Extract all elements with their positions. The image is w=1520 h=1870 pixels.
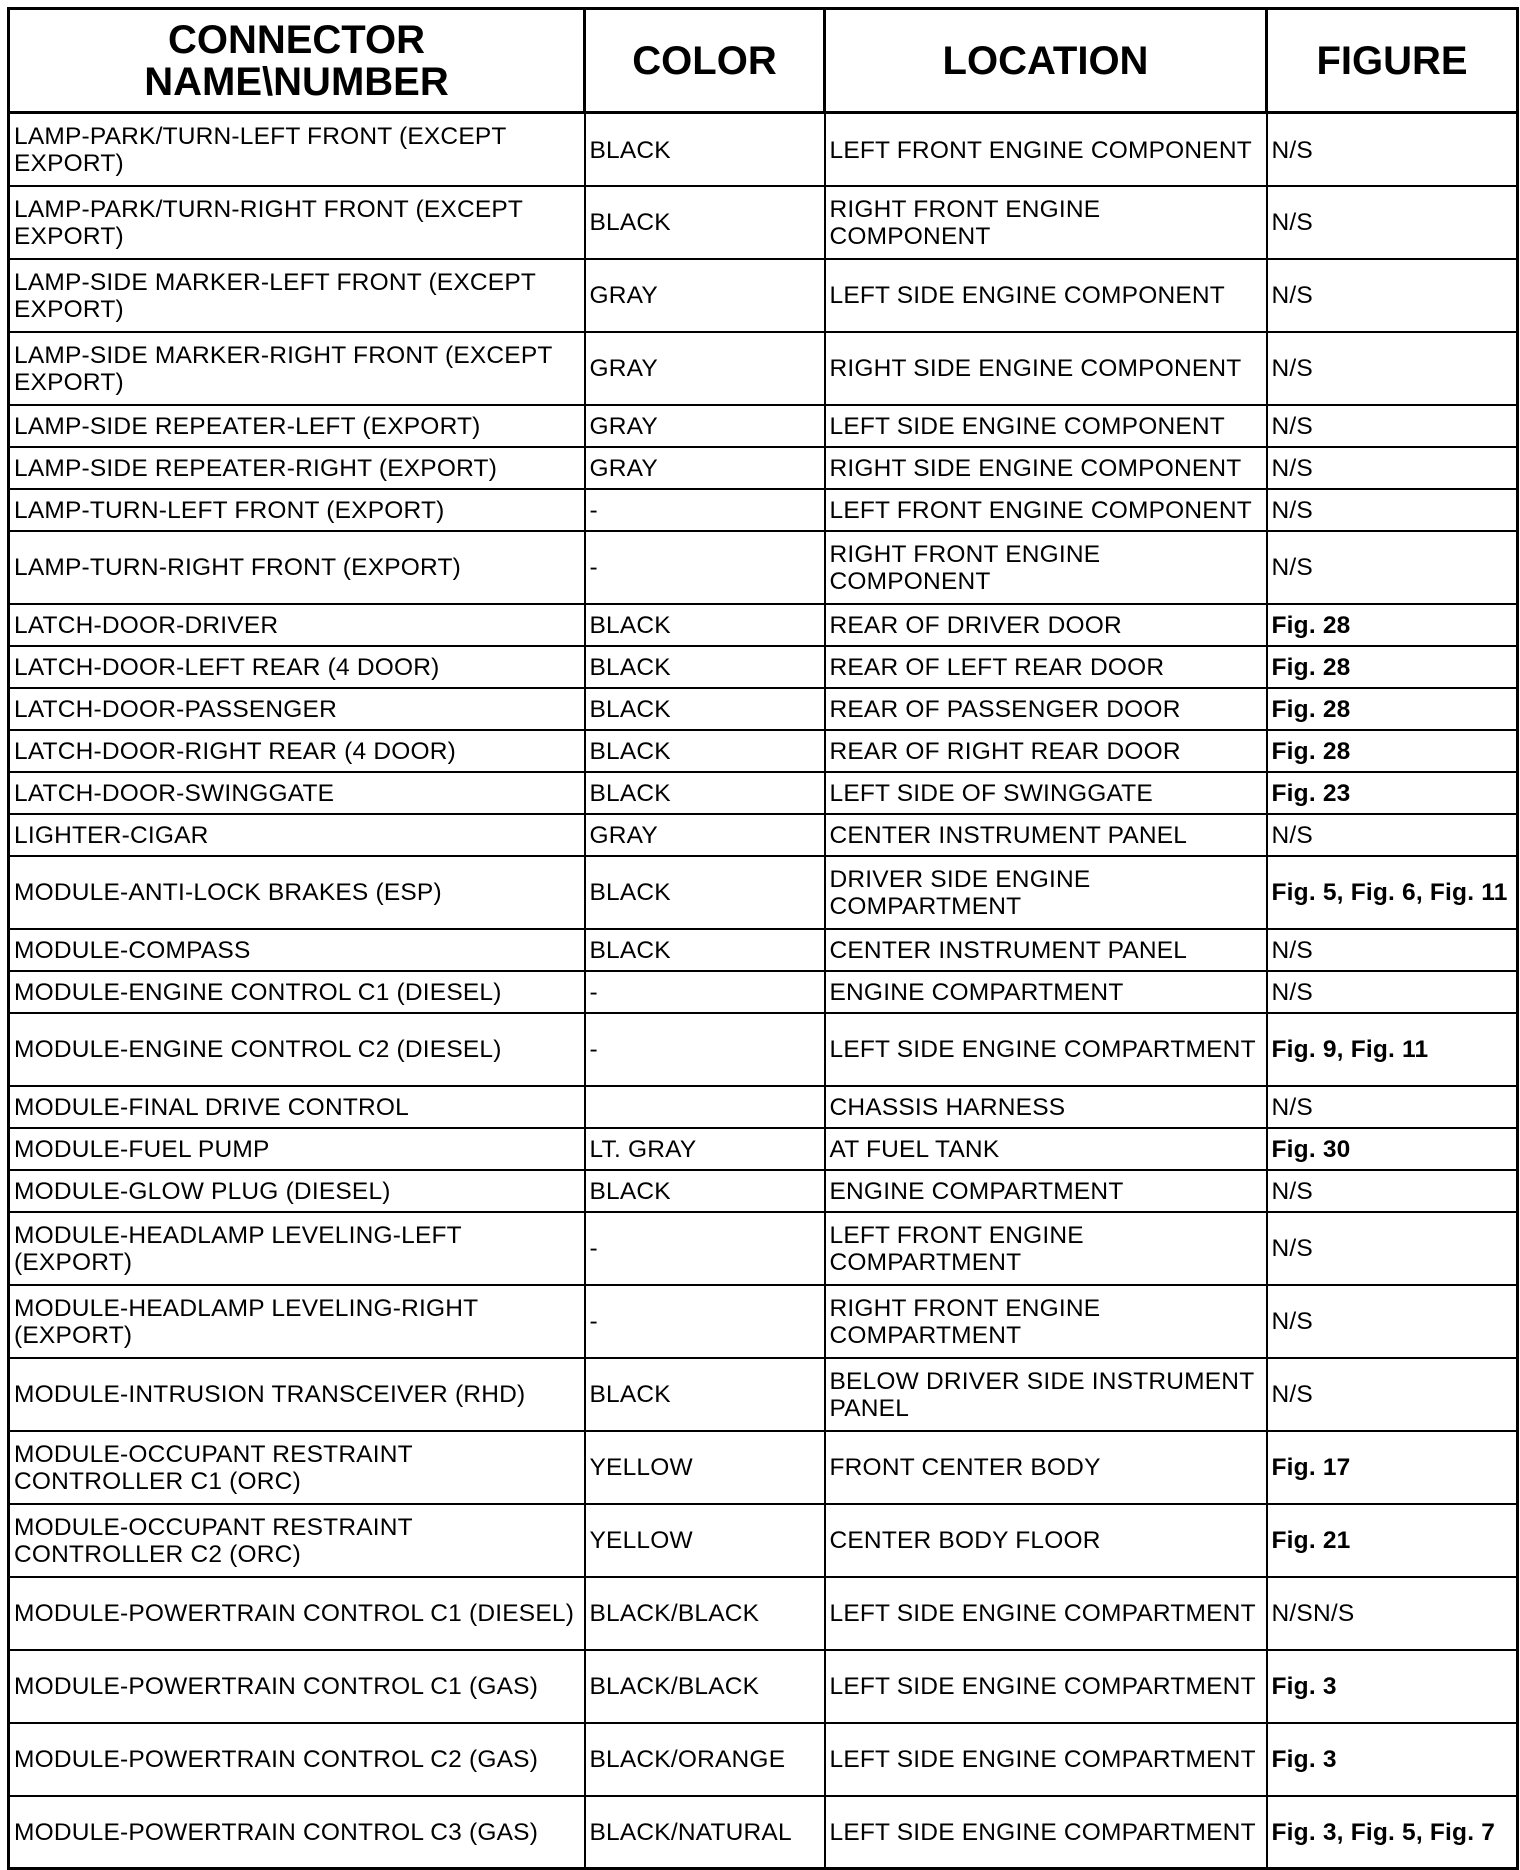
color-cell: BLACK/NATURAL [585,1796,825,1869]
location-cell: RIGHT FRONT ENGINE COMPARTMENT [825,1285,1267,1358]
connector-cell: LAMP-SIDE MARKER-RIGHT FRONT (EXCEPT EXPORT) [9,332,585,405]
figure-cell: N/S [1267,929,1518,971]
connector-cell: LAMP-PARK/TURN-LEFT FRONT (EXCEPT EXPORT) [9,113,585,186]
location-cell: ENGINE COMPARTMENT [825,1170,1267,1212]
color-cell: GRAY [585,259,825,332]
figure-cell: N/S [1267,814,1518,856]
figure-cell: Fig. 3 [1267,1723,1518,1796]
color-cell: - [585,971,825,1013]
table-row [9,1086,1518,1128]
figure-cell: Fig. 5, Fig. 6, Fig. 11 [1267,856,1518,929]
location-cell: REAR OF DRIVER DOOR [825,604,1267,646]
color-cell: BLACK [585,186,825,259]
figure-cell: N/S [1267,489,1518,531]
color-cell: BLACK [585,772,825,814]
table-row [9,929,1518,971]
connector-cell: MODULE-POWERTRAIN CONTROL C1 (GAS) [9,1650,585,1723]
figure-cell: Fig. 17 [1267,1431,1518,1504]
location-cell: LEFT SIDE ENGINE COMPARTMENT [825,1013,1267,1086]
color-cell: GRAY [585,447,825,489]
color-cell: BLACK/ORANGE [585,1723,825,1796]
color-cell: GRAY [585,405,825,447]
color-cell: BLACK [585,730,825,772]
color-cell: BLACK [585,1170,825,1212]
connector-cell: MODULE-HEADLAMP LEVELING-LEFT (EXPORT) [9,1212,585,1285]
location-cell: CENTER BODY FLOOR [825,1504,1267,1577]
connector-cell: MODULE-COMPASS [9,929,585,971]
table-row [9,405,1518,447]
connector-cell: MODULE-OCCUPANT RESTRAINT CONTROLLER C2 (ORC) [9,1504,585,1577]
table-row [9,531,1518,604]
location-cell: REAR OF PASSENGER DOOR [825,688,1267,730]
table-row [9,1358,1518,1431]
connector-table [7,7,1519,1870]
color-cell: BLACK [585,113,825,186]
location-cell: LEFT SIDE ENGINE COMPARTMENT [825,1796,1267,1869]
connector-cell: MODULE-ENGINE CONTROL C2 (DIESEL) [9,1013,585,1086]
location-cell: LEFT FRONT ENGINE COMPARTMENT [825,1212,1267,1285]
table-row [9,489,1518,531]
table-row [9,186,1518,259]
table-row [9,688,1518,730]
figure-cell: N/S [1267,1212,1518,1285]
figure-cell: Fig. 30 [1267,1128,1518,1170]
table-body [9,113,1518,1869]
figure-cell: N/S [1267,186,1518,259]
connector-cell: MODULE-POWERTRAIN CONTROL C3 (GAS) [9,1796,585,1869]
location-cell: RIGHT FRONT ENGINE COMPONENT [825,531,1267,604]
color-cell: BLACK [585,1358,825,1431]
table-row [9,332,1518,405]
figure-cell: Fig. 3 [1267,1650,1518,1723]
color-cell: LT. GRAY [585,1128,825,1170]
table-row [9,1013,1518,1086]
connector-cell: MODULE-ENGINE CONTROL C1 (DIESEL) [9,971,585,1013]
header-connector [9,9,585,113]
figure-cell: Fig. 28 [1267,730,1518,772]
color-cell: BLACK/BLACK [585,1577,825,1650]
figure-cell: N/S [1267,1285,1518,1358]
table-row [9,772,1518,814]
color-cell: GRAY [585,814,825,856]
color-cell: - [585,1013,825,1086]
table-row [9,856,1518,929]
table-row [9,447,1518,489]
color-cell: BLACK/BLACK [585,1650,825,1723]
table-row [9,1577,1518,1650]
connector-cell: MODULE-FINAL DRIVE CONTROL [9,1086,585,1128]
color-cell: YELLOW [585,1431,825,1504]
connector-cell: MODULE-POWERTRAIN CONTROL C1 (DIESEL) [9,1577,585,1650]
connector-cell: LAMP-SIDE REPEATER-RIGHT (EXPORT) [9,447,585,489]
figure-cell: Fig. 21 [1267,1504,1518,1577]
table-row [9,646,1518,688]
figure-cell: N/S [1267,332,1518,405]
location-cell: CENTER INSTRUMENT PANEL [825,814,1267,856]
figure-cell: N/S [1267,531,1518,604]
header-color: COLOR [585,9,825,113]
figure-cell: N/S [1267,259,1518,332]
location-cell: CENTER INSTRUMENT PANEL [825,929,1267,971]
connector-cell: MODULE-OCCUPANT RESTRAINT CONTROLLER C1 (ORC) [9,1431,585,1504]
color-cell: BLACK [585,646,825,688]
location-cell: LEFT SIDE ENGINE COMPARTMENT [825,1723,1267,1796]
figure-cell: Fig. 28 [1267,646,1518,688]
table-row [9,730,1518,772]
table-row [9,259,1518,332]
connector-cell: LAMP-PARK/TURN-RIGHT FRONT (EXCEPT EXPORT) [9,186,585,259]
table-row [9,1431,1518,1504]
location-cell: DRIVER SIDE ENGINE COMPARTMENT [825,856,1267,929]
location-cell: CHASSIS HARNESS [825,1086,1267,1128]
color-cell: - [585,1285,825,1358]
connector-cell: LAMP-TURN-LEFT FRONT (EXPORT) [9,489,585,531]
connector-cell: LATCH-DOOR-RIGHT REAR (4 DOOR) [9,730,585,772]
color-cell: BLACK [585,856,825,929]
figure-cell: Fig. 3, Fig. 5, Fig. 7 [1267,1796,1518,1869]
location-cell: RIGHT SIDE ENGINE COMPONENT [825,447,1267,489]
figure-cell: Fig. 28 [1267,688,1518,730]
location-cell: REAR OF RIGHT REAR DOOR [825,730,1267,772]
table-row [9,1723,1518,1796]
connector-cell: LAMP-TURN-RIGHT FRONT (EXPORT) [9,531,585,604]
connector-cell: LATCH-DOOR-DRIVER [9,604,585,646]
location-cell: AT FUEL TANK [825,1128,1267,1170]
table-row [9,1796,1518,1869]
figure-cell: N/S [1267,113,1518,186]
figure-cell: N/SN/S [1267,1577,1518,1650]
figure-cell: Fig. 28 [1267,604,1518,646]
header-figure: FIGURE [1267,9,1518,113]
figure-cell: N/S [1267,971,1518,1013]
figure-cell: N/S [1267,1358,1518,1431]
location-cell: LEFT FRONT ENGINE COMPONENT [825,113,1267,186]
location-cell: LEFT SIDE ENGINE COMPARTMENT [825,1577,1267,1650]
color-cell: GRAY [585,332,825,405]
table-row [9,971,1518,1013]
color-cell: - [585,489,825,531]
location-cell: LEFT SIDE ENGINE COMPARTMENT [825,1650,1267,1723]
connector-cell: LATCH-DOOR-LEFT REAR (4 DOOR) [9,646,585,688]
table-row [9,1212,1518,1285]
color-cell: BLACK [585,604,825,646]
color-cell: BLACK [585,929,825,971]
color-cell: - [585,531,825,604]
table-row [9,814,1518,856]
location-cell: RIGHT FRONT ENGINE COMPONENT [825,186,1267,259]
connector-cell: LATCH-DOOR-SWINGGATE [9,772,585,814]
location-cell: LEFT SIDE ENGINE COMPONENT [825,259,1267,332]
color-cell: - [585,1212,825,1285]
color-cell: YELLOW [585,1504,825,1577]
figure-cell: Fig. 23 [1267,772,1518,814]
figure-cell: N/S [1267,405,1518,447]
table-row [9,604,1518,646]
color-cell: BLACK [585,688,825,730]
figure-cell: N/S [1267,1170,1518,1212]
connector-cell: MODULE-HEADLAMP LEVELING-RIGHT (EXPORT) [9,1285,585,1358]
figure-cell: N/S [1267,447,1518,489]
header-connector-text: CONNECTOR NAME\NUMBER [144,17,449,104]
connector-cell: MODULE-INTRUSION TRANSCEIVER (RHD) [9,1358,585,1431]
color-cell [585,1086,825,1128]
table-row [9,1170,1518,1212]
location-cell: BELOW DRIVER SIDE INSTRUMENT PANEL [825,1358,1267,1431]
connector-cell: LAMP-SIDE REPEATER-LEFT (EXPORT) [9,405,585,447]
location-cell: LEFT FRONT ENGINE COMPONENT [825,489,1267,531]
header-row [9,9,1518,113]
header-location: LOCATION [825,9,1267,113]
connector-cell: MODULE-ANTI-LOCK BRAKES (ESP) [9,856,585,929]
location-cell: RIGHT SIDE ENGINE COMPONENT [825,332,1267,405]
location-cell: LEFT SIDE OF SWINGGATE [825,772,1267,814]
location-cell: LEFT SIDE ENGINE COMPONENT [825,405,1267,447]
table-row [9,1504,1518,1577]
connector-cell: LIGHTER-CIGAR [9,814,585,856]
table-row [9,113,1518,186]
table-row [9,1285,1518,1358]
figure-cell: N/S [1267,1086,1518,1128]
table-row [9,1650,1518,1723]
location-cell: ENGINE COMPARTMENT [825,971,1267,1013]
connector-cell: LATCH-DOOR-PASSENGER [9,688,585,730]
table-row [9,1128,1518,1170]
connector-cell: MODULE-GLOW PLUG (DIESEL) [9,1170,585,1212]
figure-cell: Fig. 9, Fig. 11 [1267,1013,1518,1086]
connector-cell: MODULE-FUEL PUMP [9,1128,585,1170]
connector-cell: LAMP-SIDE MARKER-LEFT FRONT (EXCEPT EXPORT) [9,259,585,332]
connector-cell: MODULE-POWERTRAIN CONTROL C2 (GAS) [9,1723,585,1796]
location-cell: FRONT CENTER BODY [825,1431,1267,1504]
location-cell: REAR OF LEFT REAR DOOR [825,646,1267,688]
